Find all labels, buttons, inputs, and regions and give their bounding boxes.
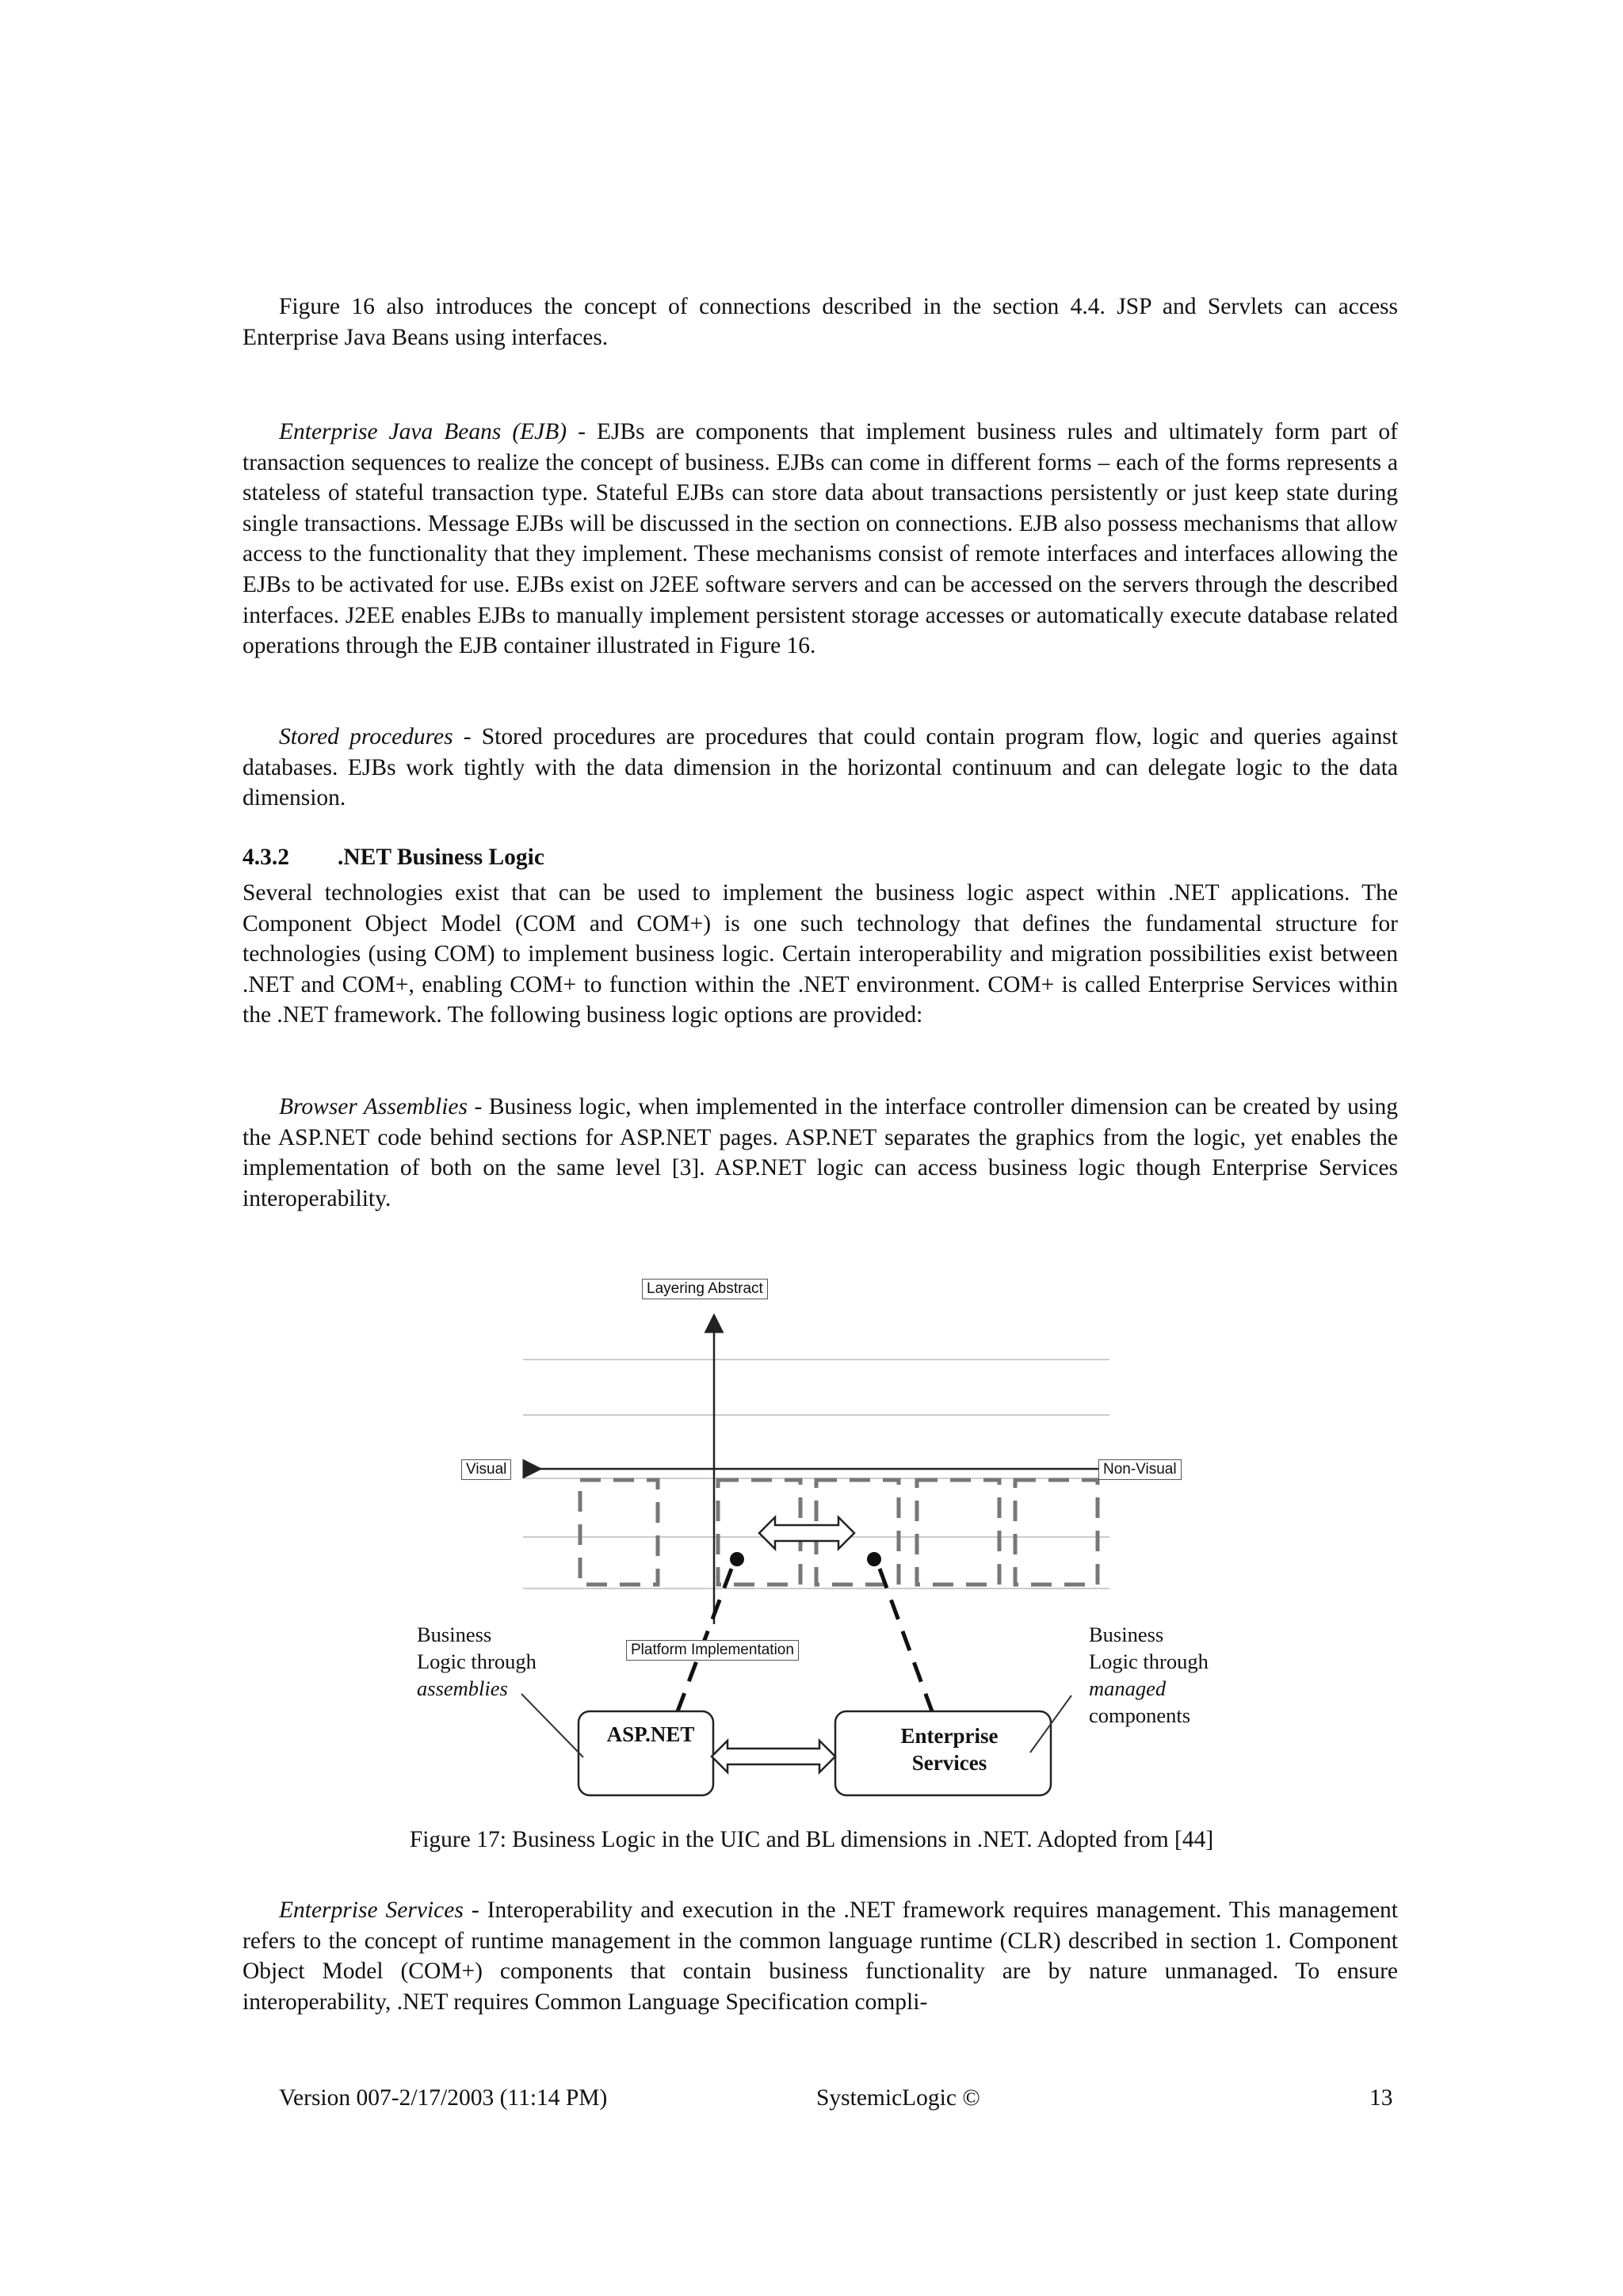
paragraph-enterprise-services xyxy=(242,1895,1398,2017)
figure-17-diagram xyxy=(396,1268,1268,1822)
figure-caption: Figure 17: Business Logic in the UIC and BL dimensions in .NET. Adopted from [44] xyxy=(409,1827,1214,1852)
paragraph-browser-assemblies xyxy=(242,1092,1398,1214)
paragraph-net-intro-text: Several technologies exist that can be used to implement the business logic aspect within .NET applications. The Component Object Model (COM and COM+) is one such technology that defines the fundamental structure for technologies (using COM) to implement business logic. Certain interoperability and migration possibilities exist between .NET and COM+, enabling COM+ to function within the .NET environment. COM+ is called Enterprise Services within the .NET framework. The following business logic options are provided: xyxy=(242,880,1398,1028)
note-left-line2: Logic through xyxy=(417,1650,537,1673)
paragraph-net-intro xyxy=(242,878,1398,1031)
note-right-line2: Logic through xyxy=(1089,1650,1209,1673)
paragraph-intro xyxy=(242,292,1398,353)
paragraph-ejb-body: - EJBs are components that implement business rules and ultimately form part of transaction sequences to realize the concept of business. EJBs can come in different forms – each of the forms represents a stateless of stateful transaction type. Stateful EJBs can store data about transactions persistently or just keep state during single transactions. Message EJBs will be discussed in the section on connections. EJB also possess mechanisms that allow access to the functionality that they implement. These mechanisms consist of remote interfaces and interfaces allowing the EJBs to be activated for use. EJBs exist on J2EE software servers and can be accessed on the servers through the described interfaces. J2EE enables EJBs to manually implement persistent storage accesses or automatically execute database related operations through the EJB container illustrated in Figure 16. xyxy=(242,419,1398,659)
box-es-label xyxy=(862,1722,1037,1776)
label-platform-implementation: Platform Implementation xyxy=(626,1640,799,1661)
paragraph-stored-procedures xyxy=(242,722,1398,814)
footer-version: Version 007-2/17/2003 (11:14 PM) xyxy=(279,2085,608,2111)
box-es-label-line2: Services xyxy=(911,1751,987,1775)
label-layering-abstract: Layering Abstract xyxy=(642,1279,768,1299)
dot-right xyxy=(867,1552,881,1566)
label-non-visual: Non-Visual xyxy=(1098,1459,1182,1480)
footer-company: SystemicLogic © xyxy=(816,2085,980,2111)
connector-right xyxy=(880,1569,932,1711)
figure-17 xyxy=(396,1268,1268,1822)
term-enterprise-services: Enterprise Services xyxy=(279,1897,464,1923)
note-right-line3: managed xyxy=(1089,1676,1167,1700)
double-arrow-top xyxy=(759,1517,854,1549)
box-aspnet-label: ASP.NET xyxy=(606,1722,695,1746)
term-ejb: Enterprise Java Beans (EJB) xyxy=(279,419,567,444)
note-right xyxy=(1089,1621,1209,1729)
note-left-line1: Business xyxy=(417,1623,492,1646)
section-number: 4.3.2 xyxy=(242,845,289,870)
note-left-line3: assemblies xyxy=(417,1676,508,1700)
paragraph-ejb xyxy=(242,417,1398,662)
term-stored-procedures: Stored procedures xyxy=(279,724,453,749)
term-browser-assemblies: Browser Assemblies xyxy=(279,1094,468,1119)
double-arrow-bottom xyxy=(712,1741,835,1772)
paragraph-intro-text: Figure 16 also introduces the concept of connections described in the section 4.4. JSP and Servlets can access Enterprise Java Beans using interfaces. xyxy=(242,294,1398,350)
footer-page-number: 13 xyxy=(1369,2085,1393,2111)
label-visual: Visual xyxy=(461,1459,511,1480)
paragraph-enterprise-services-body: - Interoperability and execution in the .NET framework requires management. This management refers to the concept of runtime management in the common language runtime (CLR) described in section 1. Component Object Model (COM+) components that contain business functionality are by nature unmanaged. To ensure interoperability, .NET requires Common Language Specification compli- xyxy=(242,1897,1398,2015)
callout-left xyxy=(521,1694,583,1757)
note-right-line4: components xyxy=(1089,1703,1191,1727)
dot-left xyxy=(730,1552,744,1566)
note-right-line1: Business xyxy=(1089,1623,1164,1646)
box-es-label-line1: Enterprise xyxy=(900,1724,999,1748)
paragraph-browser-assemblies-body: - Business logic, when implemented in the interface controller dimension can be created by using the ASP.NET code behind sections for ASP.NET pages. ASP.NET separates the graphics from the logic, yet enables the implementation of both on the same level [3]. ASP.NET logic can access business logic though Enterprise Services interoperability. xyxy=(242,1094,1398,1211)
section-heading xyxy=(242,845,544,871)
note-left xyxy=(417,1621,537,1702)
paragraph-stored-procedures-body: - Stored procedures are procedures that could contain program flow, logic and queries against databases. EJBs work tightly with the data dimension in the horizontal continuum and can delegate logic to the data dimension. xyxy=(242,724,1398,811)
section-title: .NET Business Logic xyxy=(338,845,544,870)
